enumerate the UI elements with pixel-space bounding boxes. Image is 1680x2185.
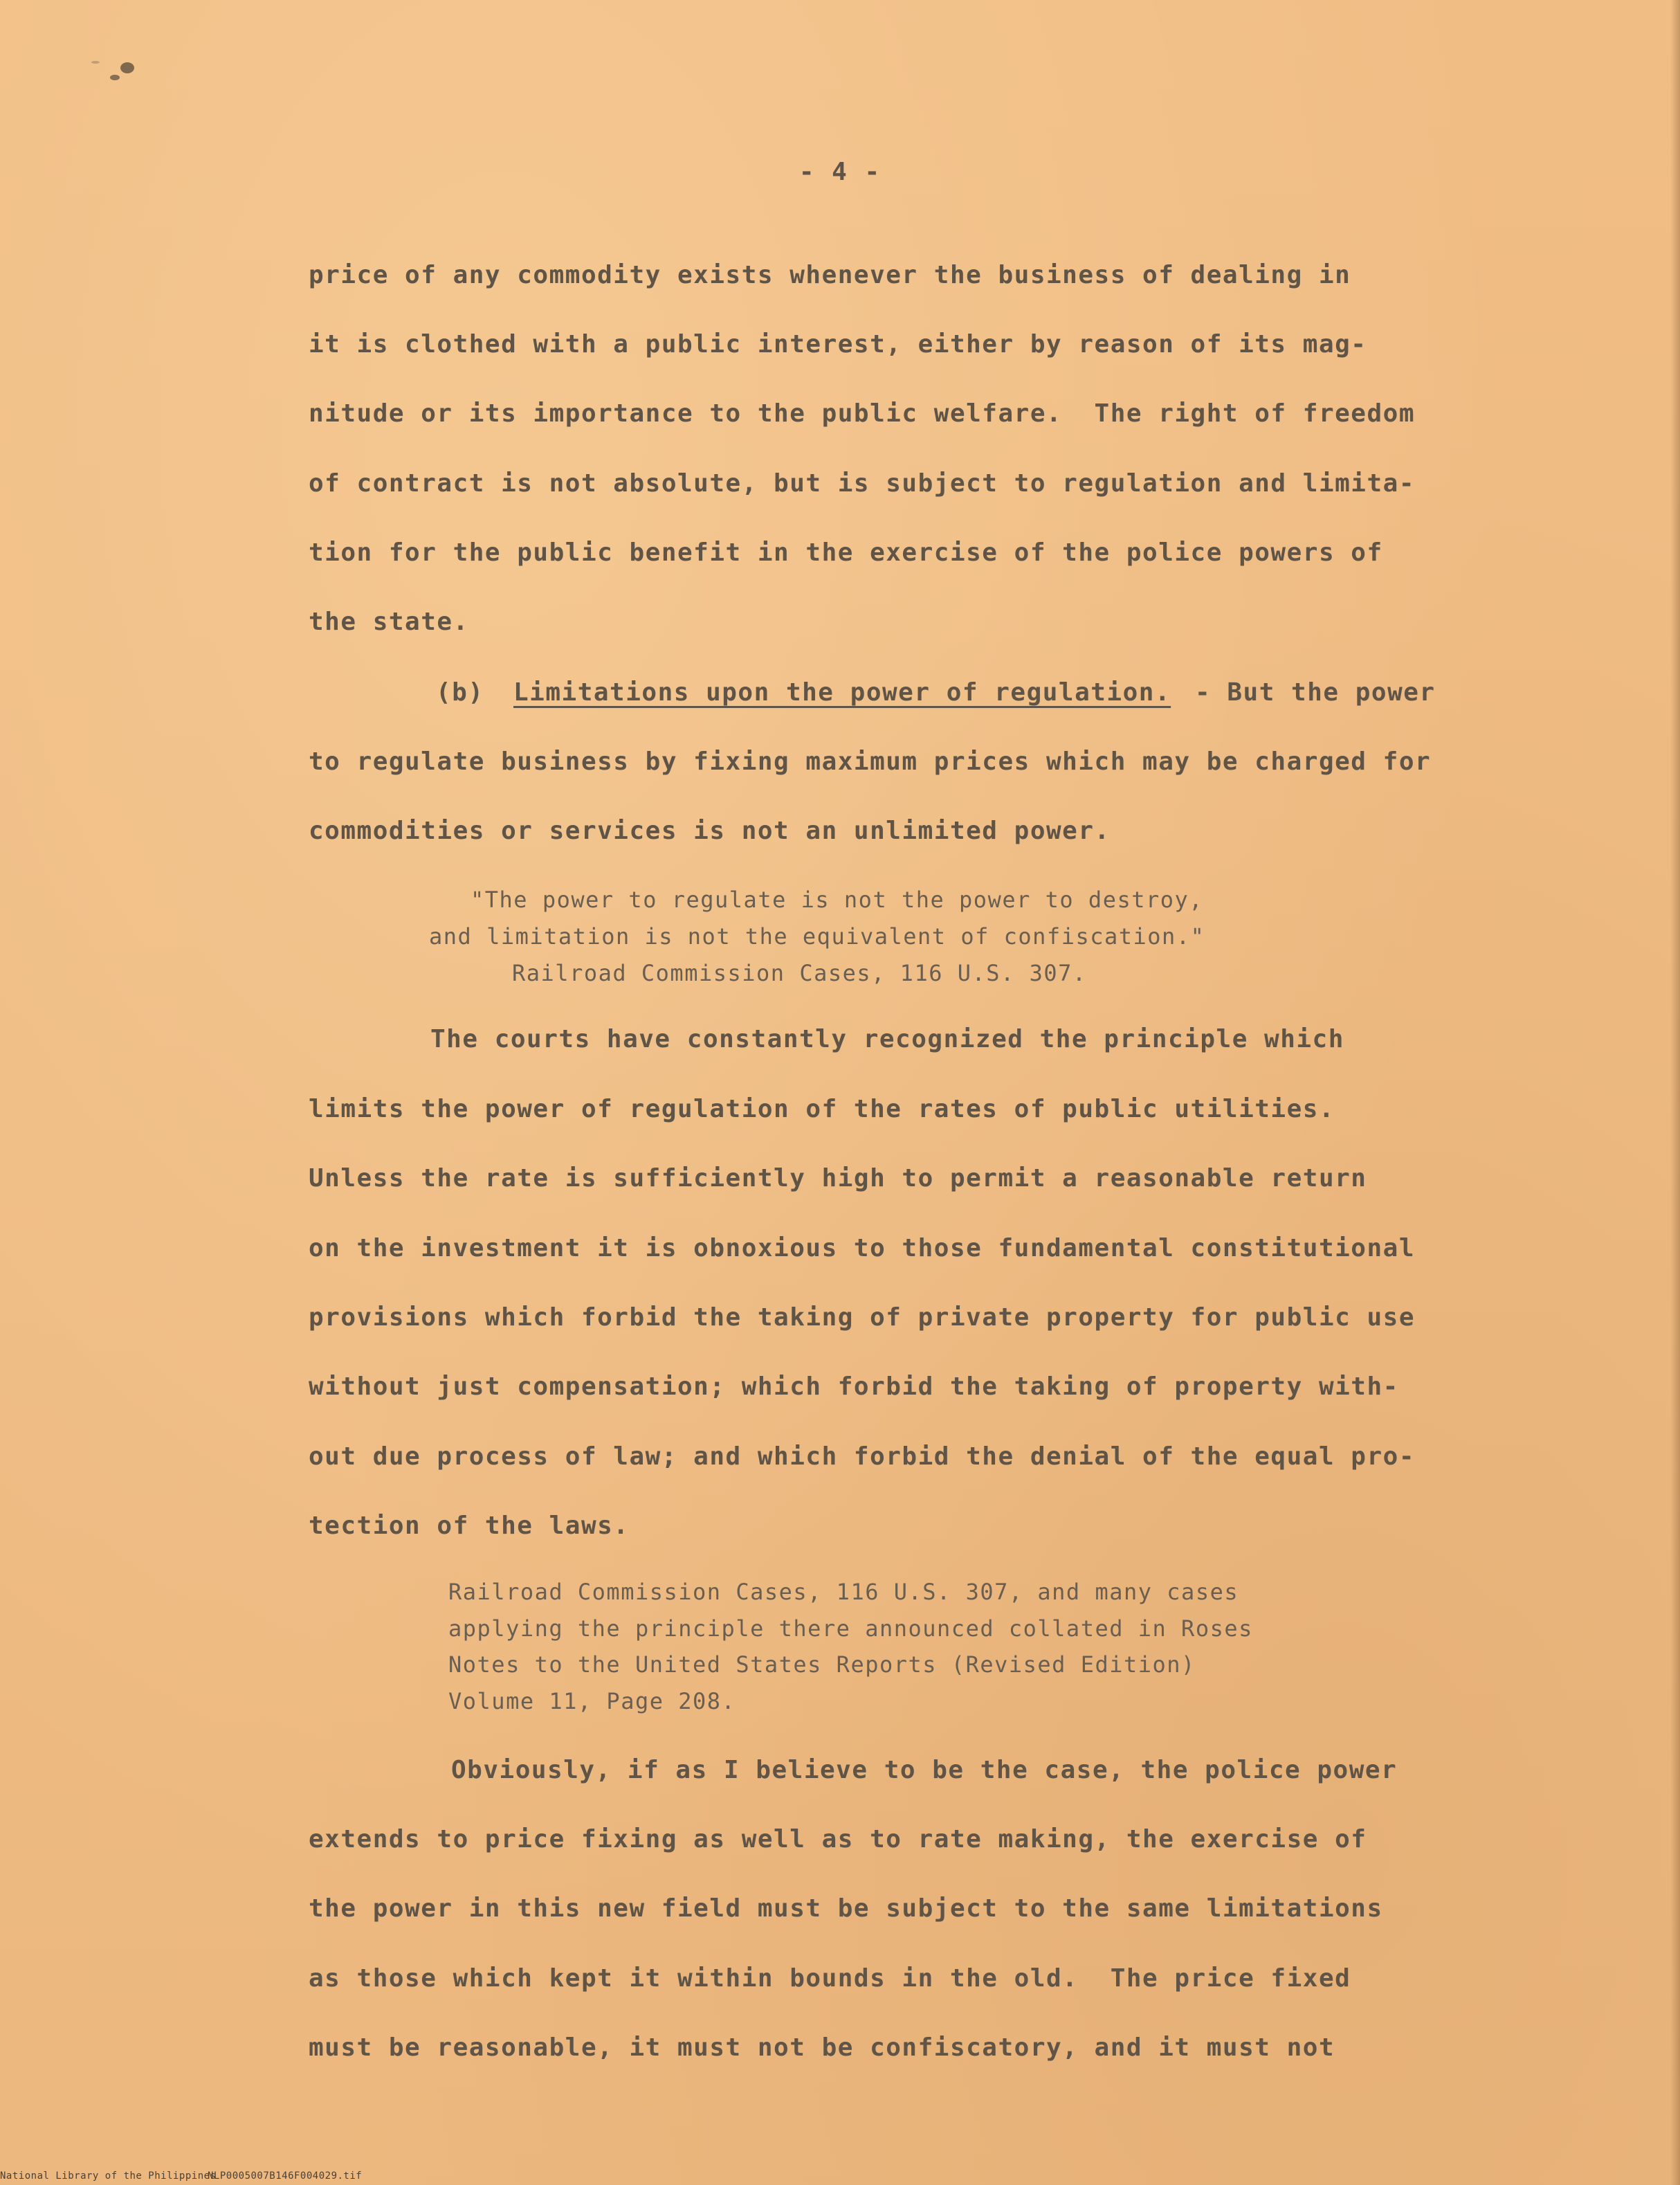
body-line: the state. bbox=[309, 608, 469, 636]
citation-line: applying the principle there announced collated in Roses bbox=[448, 1615, 1253, 1642]
ink-blot-mark bbox=[83, 55, 145, 97]
body-line: nitude or its importance to the public welfare. The right of freedom bbox=[309, 399, 1415, 428]
body-line: on the investment it is obnoxious to those fundamental constitutional bbox=[309, 1234, 1415, 1262]
body-line: of contract is not absolute, but is subject to regulation and limita- bbox=[309, 469, 1415, 498]
quote-line: "The power to regulate is not the power to destroy, bbox=[471, 887, 1204, 913]
body-line: tection of the laws. bbox=[309, 1512, 630, 1540]
section-b-heading-tail: - But the power bbox=[1195, 678, 1436, 707]
body-line: must be reasonable, it must not be confiscatory, and it must not bbox=[309, 2033, 1335, 2062]
citation-line: Volume 11, Page 208. bbox=[448, 1688, 736, 1714]
body-line: extends to price fixing as well as to rate making, the exercise of bbox=[309, 1825, 1367, 1853]
body-line: provisions which forbid the taking of private property for public use bbox=[309, 1303, 1415, 1332]
body-line: as those which kept it within bounds in the old. The price fixed bbox=[309, 1964, 1351, 1993]
footer-library-name: National Library of the Philippines bbox=[0, 2170, 217, 2182]
body-line: price of any commodity exists whenever the business of dealing in bbox=[309, 261, 1351, 289]
citation-line: Notes to the United States Reports (Revised Edition) bbox=[448, 1651, 1196, 1678]
page-number: - 4 - bbox=[798, 158, 882, 186]
body-line: commodities or services is not an unlimited power. bbox=[309, 817, 1111, 845]
page-edge-shadow bbox=[1670, 0, 1680, 2185]
section-b-heading: Limitations upon the power of regulation. bbox=[513, 678, 1171, 707]
footer-file-name: NLP0005007B146F004029.tif bbox=[208, 2170, 363, 2182]
body-line: it is clothed with a public interest, either by reason of its mag- bbox=[309, 330, 1367, 359]
body-line: limits the power of regulation of the rates of public utilities. bbox=[309, 1095, 1335, 1123]
citation-line: Railroad Commission Cases, 116 U.S. 307, and many cases bbox=[448, 1579, 1239, 1605]
body-line: the power in this new field must be subject to the same limitations bbox=[309, 1894, 1383, 1923]
section-b-marker: (b) bbox=[436, 678, 484, 707]
body-line: out due process of law; and which forbid the denial of the equal pro- bbox=[309, 1442, 1415, 1471]
body-line: Obviously, if as I believe to be the case, the police power bbox=[451, 1756, 1398, 1784]
body-line: tion for the public benefit in the exercise of the police powers of bbox=[309, 538, 1383, 567]
quote-line: and limitation is not the equivalent of confiscation." bbox=[429, 923, 1205, 950]
body-line: The courts have constantly recognized the principle which bbox=[430, 1025, 1344, 1053]
body-line: to regulate business by fixing maximum prices which may be charged for bbox=[309, 747, 1432, 776]
body-line: Unless the rate is sufficiently high to permit a reasonable return bbox=[309, 1164, 1367, 1193]
body-line: without just compensation; which forbid the taking of property with- bbox=[309, 1372, 1399, 1401]
quote-citation: Railroad Commission Cases, 116 U.S. 307. bbox=[512, 960, 1087, 986]
